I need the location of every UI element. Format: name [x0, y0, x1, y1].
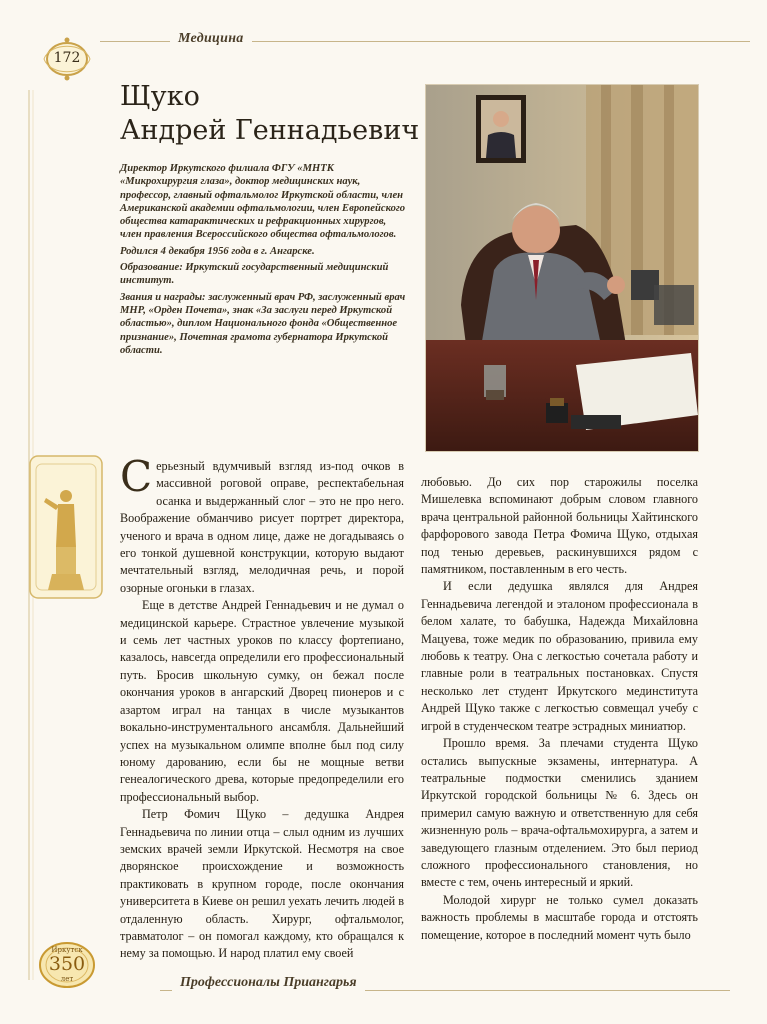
article-column-left [120, 452, 404, 963]
article-paragraph: И если дедушка являлся для Андрея Геннадьевича легендой и эталоном профессионала в белом халате, то бабушка, Надежда Михайловна Мацуева, тоже медик по образованию, привила ему любовь к театру. Она с легкостью сочетала работу и главные роли в театральных постановках. Спустя несколько лет студент Иркутского мединститута Андрей Щуко также с легкостью совмещал учебу с игрой в студенческом театре эстрадных миниатюр. [421, 579, 698, 733]
bio-block [120, 162, 406, 360]
header-rule [40, 38, 750, 46]
person-name [120, 80, 420, 148]
anniversary-badge [36, 938, 98, 990]
section-title: Медицина [170, 31, 252, 47]
bio-position: Директор Иркутского филиала ФГУ «МНТК «Микрохирургия глаза», доктор медицинских наук, профессор, главный офтальмолог Иркутской области, член Американской академии офтальмологии, член Европейского общества катарактических и рефракционных хирургов, член правления Всероссийского общества офтальмологов. [120, 163, 406, 241]
badge-number: 350 [48, 953, 86, 975]
monument-emblem-icon [26, 452, 106, 602]
person-given-names: Андрей Геннадьевич [120, 115, 420, 146]
article-paragraph: Еще в детстве Андрей Геннадьевич и не думал о медицинской карьере. Страстное увлечение музыкой и семь лет частных уроков по классу фортепиано, казалось, навсегда определили его профессиональный путь. Бросив школьную сумку, он бежал после окончания уроков в ангарский Дворец пионеров и с азартом играл на танцах в числе музыкантов вокально-инструментального ансамбля. Дальнейший успех на музыкальном олимпе вполне был под силу юному дарованию, если бы не мощные ветви генеалогического древа, которые предопределили его профессиональный выбор. [120, 598, 404, 804]
person-surname: Щуко [120, 81, 200, 112]
article-paragraph: Прошло время. За плечами студента Щуко остались выпускные экзамены, интернатура. А театральные подмостки сменились зданием Иркутской городской больницы № 6. Здесь он примерил самую важную и ответственную для себя жизненную роль – врача-офтальмохирурга, а затем и заведующего глазным отделением. Это был период сложного профессионального становления, но вместе с тем, очень интересный и яркий. [421, 736, 698, 890]
article-paragraph: Серьезный вдумчивый взгляд из-под очков в массивной роговой оправе, респектабельная осанка и выдержанный слог – это не про него. Воображение обманчиво рисует портрет директора, ученого и врача в одном лице, даже не догадываясь о его тонкой душевной конструкции, которую выдают мечтательный взгляд, мелодичная речь, и порой озорные огоньки в глазах. [120, 452, 404, 595]
badge-city: Иркутск [51, 946, 83, 954]
article-paragraph: любовью. До сих пор старожилы поселка Мишелевка вспоминают добрым словом главного врача центральной районной больницы Хайтинского фарфорового завода Петра Фомича Щуко, отдыхая под тенью деревьев, раскинувшихся рядом с памятником, поставленным в его честь. [421, 475, 698, 577]
article-paragraph: Молодой хирург не только сумел доказать важность проблемы в масштабе города и отстоять помещение, которое в последний момент чуть было [421, 892, 698, 942]
bio-birth: Родился 4 декабря 1956 года в г. Ангарске. [120, 245, 315, 257]
drop-cap: С [120, 452, 153, 501]
page-number: 172 [53, 50, 81, 66]
article-paragraph: Петр Фомич Щуко – дедушка Андрея Геннадьевича по линии отца – слыл одним из лучших земских врачей земли Иркутской. Несмотря на свое дворянское происхождение и возможность практиковать в крупном городе, после окончания университета в Киеве он решил уехать лечить людей в отдаленную область. Хирург, офтальмолог, травматолог – он помогал каждому, кто обращался к нему за помощью. И народ платил ему своей [120, 807, 404, 961]
article-column-right [421, 474, 698, 944]
bio-education: Образование: Иркутский государственный медицинский институт. [120, 262, 389, 287]
bio-awards: Звания и награды: заслуженный врач РФ, заслуженный врач МНР, «Орден Почета», знак «За заслуги перед Иркутской областью», диплом Национального фонда «Общественное признание», Почетная грамота губернатора Иркутской области. [120, 291, 406, 356]
footer-title: Профессионалы Приангарья [172, 975, 365, 991]
portrait-photo [425, 84, 699, 452]
badge-years: лет [60, 975, 74, 983]
office-portrait-image [426, 85, 698, 451]
page-number-badge [40, 36, 94, 82]
